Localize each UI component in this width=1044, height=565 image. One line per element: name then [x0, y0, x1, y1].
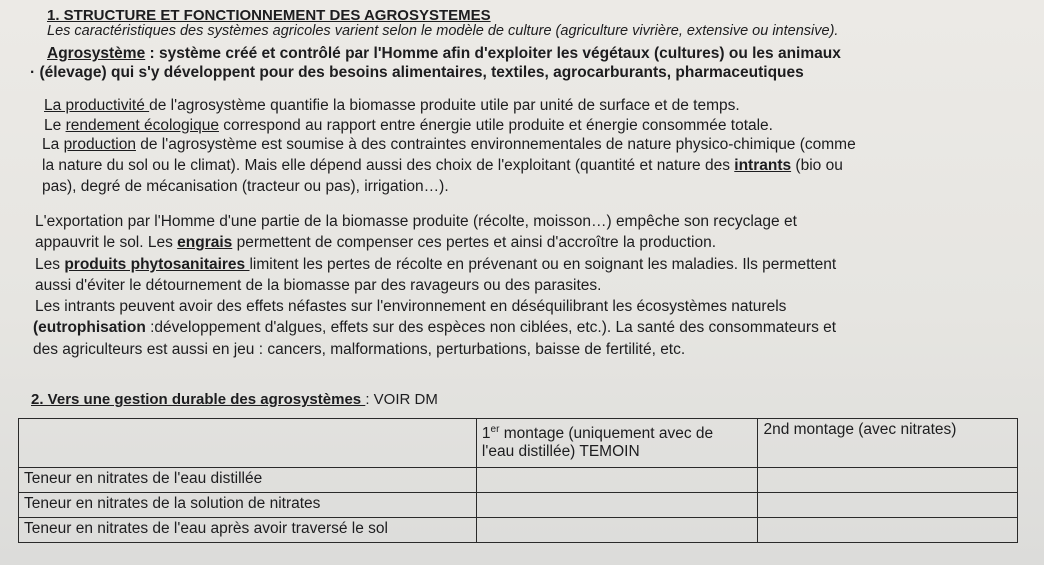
eutrophisation-text: :développement d'algues, effets sur des espèces non ciblées, etc.). La santé des consommateurs et: [145, 319, 837, 336]
production-line: [42, 136, 856, 154]
row-label: Teneur en nitrates de l'eau distillée: [19, 468, 477, 493]
section-1-intro: Les caractéristiques des systèmes agricoles varient selon le modèle de culture (agriculture vivrière, extensive ou intensive).: [47, 23, 839, 39]
agrosysteme-definition-line-1: [47, 45, 841, 63]
engrais-pre: appauvrit le sol. Les: [35, 234, 178, 251]
empty-answer-cell[interactable]: [476, 468, 758, 493]
productivite-line: [44, 97, 740, 115]
nitrates-table: [18, 418, 1018, 543]
production-term: production: [63, 136, 136, 153]
empty-answer-cell[interactable]: [476, 493, 758, 518]
agrosysteme-term: Agrosystème: [47, 45, 146, 62]
intrants-text: (bio ou: [791, 157, 843, 174]
engrais-line: [35, 234, 716, 252]
definition-text: : système créé et contrôlé par l'Homme afin d'exploiter les végétaux (cultures) ou les animaux: [145, 45, 841, 62]
table-row: [19, 468, 1018, 493]
engrais-text: permettent de compenser ces pertes et ainsi d'accroître la production.: [232, 234, 717, 251]
section-1-title: 1. STRUCTURE ET FONCTIONNEMENT DES AGROSYSTEMES: [47, 7, 491, 24]
phyto-text: limitent les pertes de récolte en prévenant ou en soignant les maladies. Ils permettent: [249, 256, 837, 273]
phytosanitaires-line: [35, 256, 836, 274]
mecanisation-line: pas), degré de mécanisation (tracteur ou pas), irrigation…).: [42, 178, 449, 195]
section-2-title-text: 2. Vers une gestion durable des agrosystèmes: [31, 391, 366, 408]
ravageurs-line: aussi d'éviter le détournement de la biomasse par des ravageurs ou des parasites.: [35, 277, 602, 294]
intrants-line: [42, 157, 843, 175]
table-row: [19, 518, 1018, 543]
production-pre: La: [42, 136, 64, 153]
section-2-suffix: : VOIR DM: [365, 391, 438, 408]
empty-answer-cell[interactable]: [758, 468, 1018, 493]
intrants-term: intrants: [734, 157, 792, 174]
table-header-row: [19, 419, 1018, 468]
empty-answer-cell[interactable]: [758, 518, 1018, 543]
intrants-effets-line: Les intrants peuvent avoir des effets néfastes sur l'environnement en déséquilibrant les écosystèmes naturels: [35, 298, 787, 315]
header-nitrates-cell: 2nd montage (avec nitrates): [758, 419, 1018, 468]
empty-answer-cell[interactable]: [758, 493, 1018, 518]
section-2-title: [31, 391, 438, 409]
header-temoin-line-2: l'eau distillée) TEMOIN: [481, 443, 640, 461]
engrais-term: engrais: [177, 234, 233, 251]
eutrophisation-term: (eutrophisation: [33, 319, 146, 336]
phytosanitaires-term: produits phytosanitaires: [64, 256, 250, 273]
exportation-line: L'exportation par l'Homme d'une partie de la biomasse produite (récolte, moisson…) empêche son recyclage et: [35, 213, 797, 230]
productivite-text: de l'agrosystème quantifie la biomasse produite utile par unité de surface et de temps.: [149, 97, 740, 114]
sante-line: des agriculteurs est aussi en jeu : cancers, malformations, perturbations, baisse de fertilité, etc.: [33, 341, 686, 358]
agrosysteme-definition-line-2: · (élevage) qui s'y développent pour des besoins alimentaires, textiles, agrocarburants, pharmaceutiques: [30, 64, 804, 81]
rendement-text: correspond au rapport entre énergie utile produite et énergie consommée totale.: [218, 117, 773, 134]
header-empty-cell: [19, 419, 477, 468]
intrants-pre: la nature du sol ou le climat). Mais elle dépend aussi des choix de l'exploitant (quantité et nature des: [42, 157, 735, 174]
row-label: Teneur en nitrates de la solution de nitrates: [19, 493, 477, 518]
header-ordinal: 1: [481, 425, 491, 443]
rendement-line: [44, 117, 773, 135]
phyto-pre: Les: [35, 256, 65, 273]
productivite-term: La productivité: [44, 97, 150, 114]
header-temoin-cell: [476, 419, 758, 468]
table-row: [19, 493, 1018, 518]
eutrophisation-line: [33, 319, 836, 337]
empty-answer-cell[interactable]: [476, 518, 758, 543]
row-label: Teneur en nitrates de l'eau après avoir traversé le sol: [19, 518, 477, 543]
header-temoin-line-1: montage (uniquement avec de: [499, 425, 714, 443]
rendement-term: rendement écologique: [65, 117, 219, 134]
rendement-pre: Le: [44, 117, 66, 134]
header-ordinal-suffix: er: [490, 424, 500, 435]
production-text: de l'agrosystème est soumise à des contraintes environnementales de nature physico-chimique (comme: [135, 136, 856, 153]
